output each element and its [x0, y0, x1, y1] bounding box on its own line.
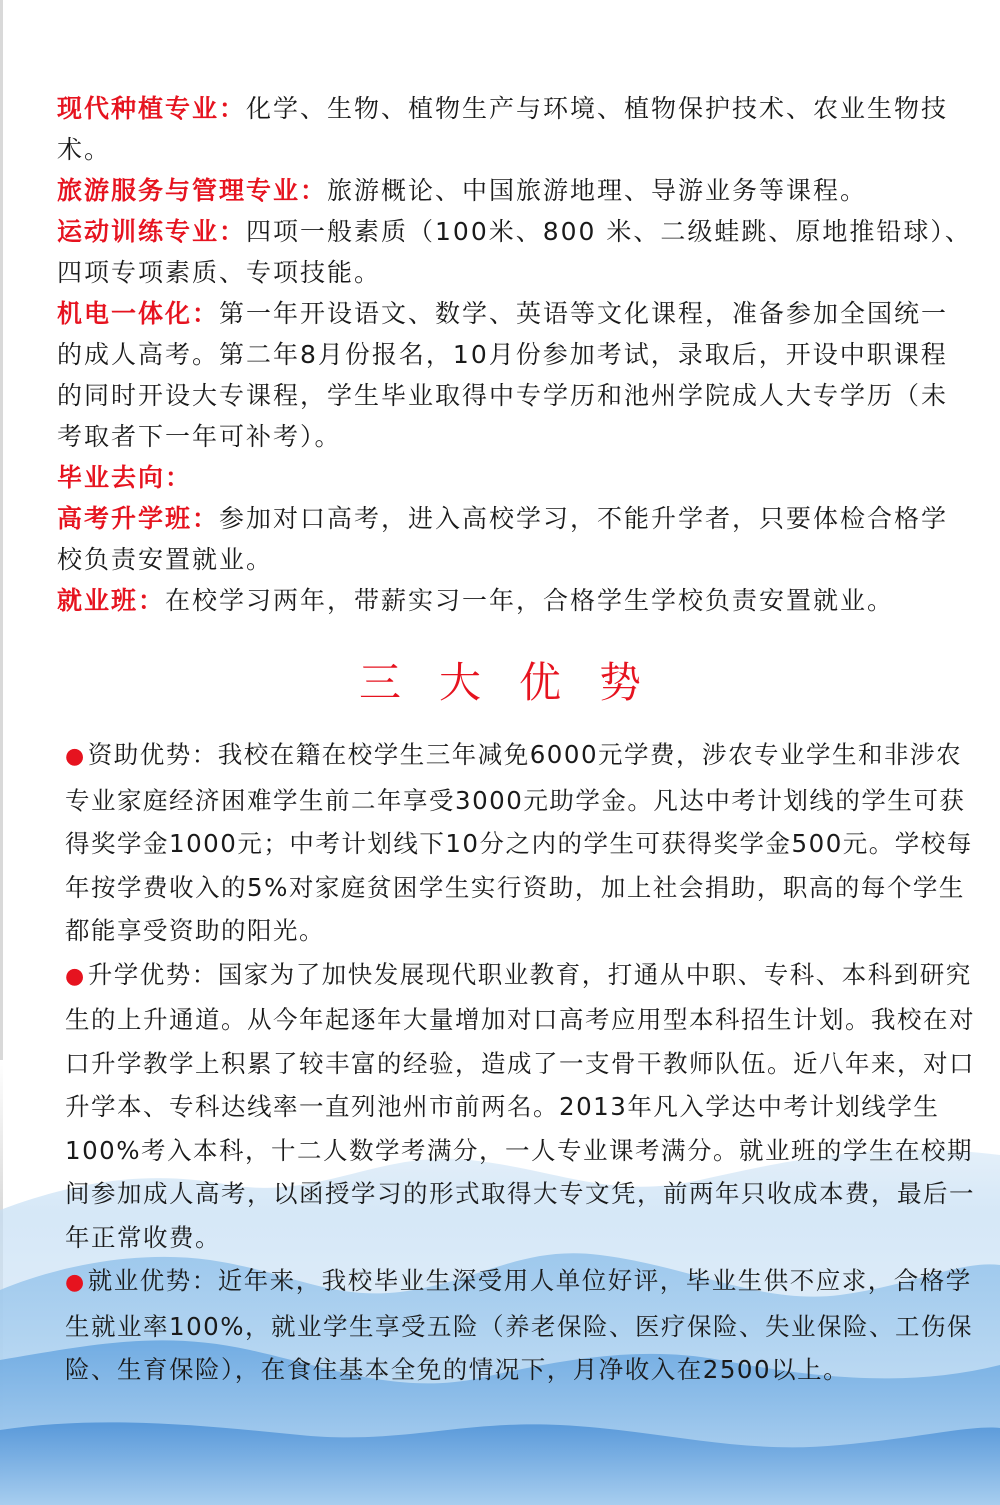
major-item: [57, 293, 972, 457]
major-label: 运动训练专业：: [57, 217, 247, 246]
advantage-text: 资助优势：我校在籍在校学生三年减免6000元学费，涉农专业学生和非涉农专业家庭经济困难学生前二年享受3000元助学金。凡达中考计划线的学生可获得奖学金1000元；中考计划线下10分之内的学生可获得奖学金500元。学校每年按学费收入的5%对家庭贫困学生实行资助，加上社会捐助，职高的每个学生都能享受资助的阳光。: [65, 740, 973, 945]
bullet-icon: ●: [65, 1270, 86, 1295]
majors-section: [57, 88, 972, 621]
advantages-section: [65, 733, 975, 1392]
advantages-title: 三大优势: [358, 658, 679, 707]
graduation-label: 高考升学班：: [57, 504, 220, 533]
bullet-icon: ●: [65, 963, 86, 989]
advantage-text: 升学优势：国家为了加快发展现代职业教育，打通从中职、专科、本科到研究生的上升通道。从今年起逐年大量增加对口高考应用型本科招生计划。我校在对口升学教学上积累了较丰富的经验，造成了一支骨干教师队伍。近八年来，对口升学本、专科达线率一直列池州市前两名。2013年凡入学达中考计划线学生100%考入本科，十二人数学考满分，一人专业课考满分。就业班的学生在校期间参加成人高考，以函授学习的形式取得大专文凭，前两年只收成本费，最后一年正常收费。: [65, 959, 975, 1252]
advantage-item: [65, 953, 975, 1260]
advantage-item: [65, 733, 975, 953]
major-label: 旅游服务与管理专业：: [57, 176, 328, 205]
major-text: 四项一般素质（100米、800 米、二级蛙跳、原地推铅球）、四项专项素质、专项技能。: [57, 217, 972, 287]
graduation-item: [57, 498, 972, 580]
major-item: [57, 170, 972, 211]
major-item: [57, 211, 972, 293]
graduation-label: 就业班：: [57, 586, 166, 615]
major-text: 第一年开设语文、数学、英语等文化课程，准备参加全国统一的成人高考。第二年8月份报名，10月份参加考试，录取后，开设中职课程的同时开设大专课程，学生毕业取得中专学历和池州学院成人大专学历（未考取者下一年可补考）。: [57, 299, 949, 451]
graduation-text: 在校学习两年，带薪实习一年，合格学生学校负责安置就业。: [165, 586, 895, 615]
graduation-heading: [57, 457, 972, 498]
major-label: 现代种植专业：: [57, 94, 247, 123]
graduation-text: 参加对口高考，进入高校学习，不能升学者，只要体检合格学校负责安置就业。: [57, 504, 949, 574]
major-text: 旅游概论、中国旅游地理、导游业务等课程。: [327, 176, 868, 205]
major-item: [57, 88, 972, 170]
graduation-item: [57, 580, 972, 621]
advantage-item: [65, 1259, 975, 1392]
major-text: 化学、生物、植物生产与环境、植物保护技术、农业生物技术。: [57, 94, 949, 164]
advantage-text: 就业优势：近年来，我校毕业生深受用人单位好评，毕业生供不应求，合格学生就业率100%，就业学生享受五险（养老保险、医疗保险、失业保险、工伤保险、生育保险），在食住基本全免的情况下，月净收入在2500以上。: [65, 1266, 974, 1384]
graduation-heading-text: 毕业去向：: [57, 463, 193, 492]
major-label: 机电一体化：: [57, 299, 220, 328]
bullet-icon: ●: [65, 744, 86, 769]
